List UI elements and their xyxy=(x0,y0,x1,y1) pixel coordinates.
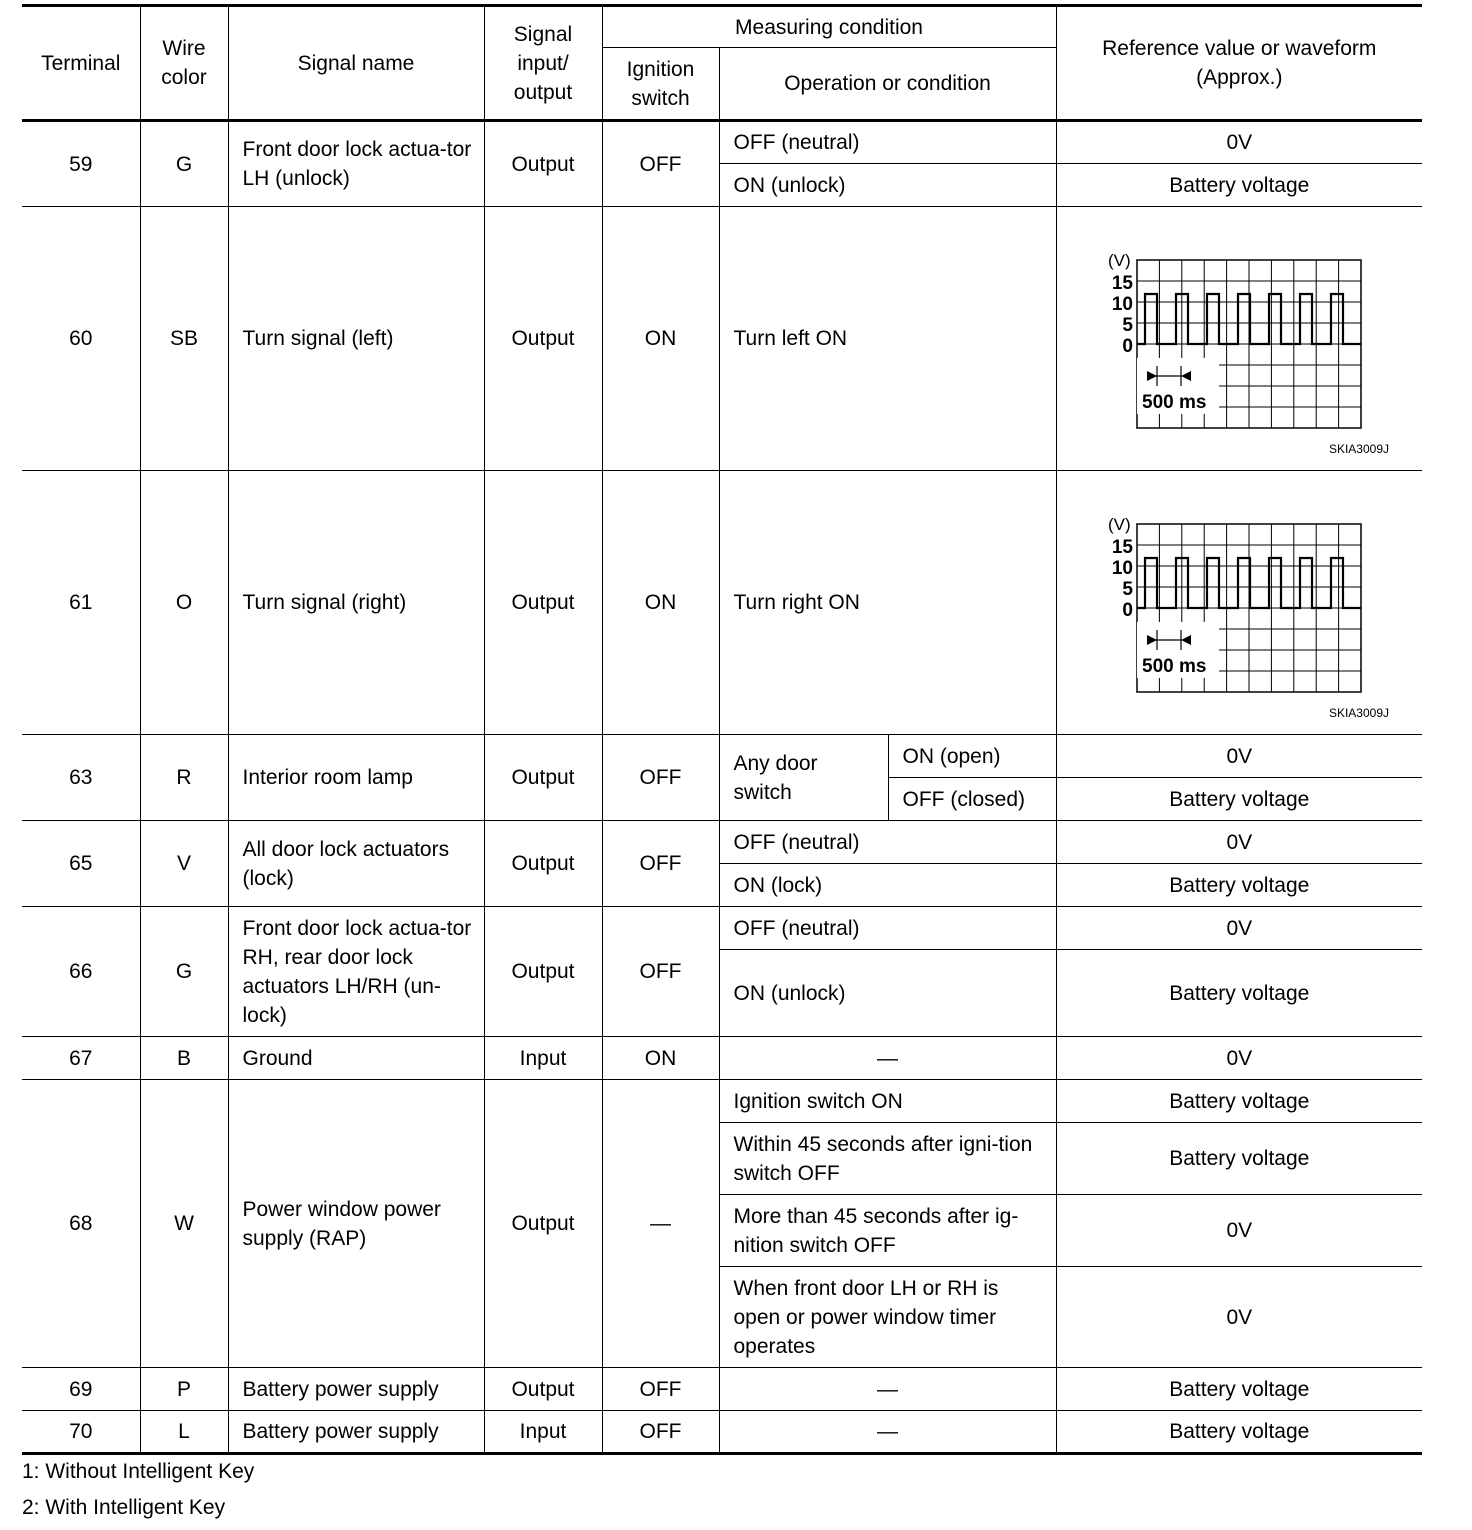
reference-cell: Battery voltage xyxy=(1056,1123,1422,1195)
wire-color-cell: B xyxy=(140,1037,228,1080)
terminal-cell: 68 xyxy=(22,1080,140,1368)
y-tick-label: 0 xyxy=(1121,599,1133,621)
table-row xyxy=(22,1037,1422,1080)
condition-cell: — xyxy=(719,1411,1056,1454)
table-row xyxy=(22,907,1422,950)
terminal-spec-table xyxy=(22,4,1422,1455)
table-row xyxy=(22,207,1422,471)
condition-cell: ON (unlock) xyxy=(719,164,1056,207)
reference-cell: 0V xyxy=(1056,735,1422,778)
figure-id: SKIA3009J xyxy=(1328,441,1389,456)
time-scale-label: 500 ms xyxy=(1141,391,1206,413)
signal-io-cell: Output xyxy=(484,907,602,1037)
header-operation: Operation or condition xyxy=(719,48,1056,121)
wire-color-cell: SB xyxy=(140,207,228,471)
terminal-cell: 61 xyxy=(22,471,140,735)
table-row xyxy=(22,471,1422,735)
reference-cell: Battery voltage xyxy=(1056,164,1422,207)
footnotes xyxy=(22,1454,254,1526)
header-measuring-condition: Measuring condition xyxy=(602,6,1056,48)
header-ignition-switch: Ignition switch xyxy=(602,48,719,121)
footnote-1: 1: Without Intelligent Key xyxy=(22,1460,255,1483)
condition-cell: — xyxy=(719,1037,1056,1080)
signal-io-cell: Output xyxy=(484,207,602,471)
signal-name-cell: Battery power supply xyxy=(228,1411,484,1454)
wire-color-cell: G xyxy=(140,907,228,1037)
ignition-cell: ON xyxy=(602,207,719,471)
signal-io-cell: Input xyxy=(484,1411,602,1454)
condition-cell: OFF (neutral) xyxy=(719,907,1056,950)
header-terminal: Terminal xyxy=(22,6,140,121)
y-tick-label: 15 xyxy=(1111,272,1133,294)
time-scale-label: 500 ms xyxy=(1141,655,1206,677)
signal-io-cell: Output xyxy=(484,471,602,735)
reference-cell: Battery voltage xyxy=(1056,1080,1422,1123)
signal-name-cell: Interior room lamp xyxy=(228,735,484,821)
signal-name-cell: Turn signal (right) xyxy=(228,471,484,735)
signal-name-cell: All door lock actuators (lock) xyxy=(228,821,484,907)
y-tick-label: 5 xyxy=(1121,314,1133,336)
reference-cell: 0V xyxy=(1056,1267,1422,1368)
footnote-2: 2: With Intelligent Key xyxy=(22,1496,226,1519)
wire-color-cell: G xyxy=(140,121,228,207)
reference-cell: Battery voltage xyxy=(1056,950,1422,1037)
header-signal-name: Signal name xyxy=(228,6,484,121)
terminal-cell: 67 xyxy=(22,1037,140,1080)
signal-io-cell: Output xyxy=(484,1368,602,1411)
reference-cell: Battery voltage xyxy=(1056,864,1422,907)
condition-cell: When front door LH or RH is open or power window timer operates xyxy=(719,1267,1056,1368)
waveform-cell xyxy=(1056,207,1422,471)
signal-name-cell: Front door lock actua-tor LH (unlock) xyxy=(228,121,484,207)
reference-cell: 0V xyxy=(1056,821,1422,864)
condition-cell: Within 45 seconds after igni-tion switch OFF xyxy=(719,1123,1056,1195)
ignition-cell: OFF xyxy=(602,735,719,821)
ignition-cell: OFF xyxy=(602,121,719,207)
signal-name-cell: Power window power supply (RAP) xyxy=(228,1080,484,1368)
reference-cell: Battery voltage xyxy=(1056,1368,1422,1411)
header-wire-color: Wire color xyxy=(140,6,228,121)
header-reference: Reference value or waveform (Approx.) xyxy=(1056,6,1422,121)
wire-color-cell: P xyxy=(140,1368,228,1411)
table-row xyxy=(22,1080,1422,1123)
ignition-cell: OFF xyxy=(602,821,719,907)
terminal-cell: 60 xyxy=(22,207,140,471)
reference-cell: Battery voltage xyxy=(1056,1411,1422,1454)
ignition-cell: — xyxy=(602,1080,719,1368)
y-tick-label: 10 xyxy=(1111,293,1133,315)
terminal-cell: 63 xyxy=(22,735,140,821)
terminal-cell: 69 xyxy=(22,1368,140,1411)
condition-cell: More than 45 seconds after ig-nition switch OFF xyxy=(719,1195,1056,1267)
signal-io-cell: Output xyxy=(484,821,602,907)
waveform-cell xyxy=(1056,471,1422,735)
condition-cell: ON (lock) xyxy=(719,864,1056,907)
signal-io-cell: Input xyxy=(484,1037,602,1080)
reference-cell: Battery voltage xyxy=(1056,778,1422,821)
header-signal-io: Signal input/ output xyxy=(484,6,602,121)
condition-cell: OFF (closed) xyxy=(888,778,1056,821)
condition-cell: — xyxy=(719,1368,1056,1411)
ignition-cell: OFF xyxy=(602,1368,719,1411)
y-axis-unit: (V) xyxy=(1107,514,1131,534)
table-row xyxy=(22,821,1422,864)
terminal-cell: 70 xyxy=(22,1411,140,1454)
table-row xyxy=(22,735,1422,778)
reference-cell: 0V xyxy=(1056,1037,1422,1080)
condition-cell: Ignition switch ON xyxy=(719,1080,1056,1123)
table-row xyxy=(22,1411,1422,1454)
signal-name-cell: Front door lock actua-tor RH, rear door lock actuators LH/RH (un-lock) xyxy=(228,907,484,1037)
ignition-cell: ON xyxy=(602,1037,719,1080)
y-tick-label: 15 xyxy=(1111,536,1133,558)
table-row xyxy=(22,121,1422,164)
wire-color-cell: O xyxy=(140,471,228,735)
signal-name-cell: Battery power supply xyxy=(228,1368,484,1411)
condition-cell: ON (unlock) xyxy=(719,950,1056,1037)
reference-cell: 0V xyxy=(1056,1195,1422,1267)
y-axis-unit: (V) xyxy=(1107,250,1131,270)
condition-cell: Turn left ON xyxy=(719,207,1056,471)
wire-color-cell: R xyxy=(140,735,228,821)
wire-color-cell: W xyxy=(140,1080,228,1368)
y-tick-label: 0 xyxy=(1121,335,1133,357)
reference-cell: 0V xyxy=(1056,121,1422,164)
figure-id: SKIA3009J xyxy=(1328,705,1389,720)
ignition-cell: OFF xyxy=(602,1411,719,1454)
condition-cell: ON (open) xyxy=(888,735,1056,778)
ignition-cell: ON xyxy=(602,471,719,735)
reference-cell: 0V xyxy=(1056,907,1422,950)
y-tick-label: 5 xyxy=(1121,578,1133,600)
wire-color-cell: V xyxy=(140,821,228,907)
table-row xyxy=(22,1368,1422,1411)
y-tick-label: 10 xyxy=(1111,557,1133,579)
terminal-cell: 66 xyxy=(22,907,140,1037)
signal-io-cell: Output xyxy=(484,735,602,821)
signal-io-cell: Output xyxy=(484,121,602,207)
wire-color-cell: L xyxy=(140,1411,228,1454)
condition-cell: Turn right ON xyxy=(719,471,1056,735)
condition-cell: OFF (neutral) xyxy=(719,821,1056,864)
ignition-cell: OFF xyxy=(602,907,719,1037)
terminal-cell: 59 xyxy=(22,121,140,207)
signal-name-cell: Turn signal (left) xyxy=(228,207,484,471)
waveform-chart-left xyxy=(1057,210,1423,468)
signal-io-cell: Output xyxy=(484,1080,602,1368)
condition-group-cell: Any door switch xyxy=(719,735,888,821)
signal-name-cell: Ground xyxy=(228,1037,484,1080)
terminal-cell: 65 xyxy=(22,821,140,907)
condition-cell: OFF (neutral) xyxy=(719,121,1056,164)
waveform-chart-right xyxy=(1057,474,1423,732)
